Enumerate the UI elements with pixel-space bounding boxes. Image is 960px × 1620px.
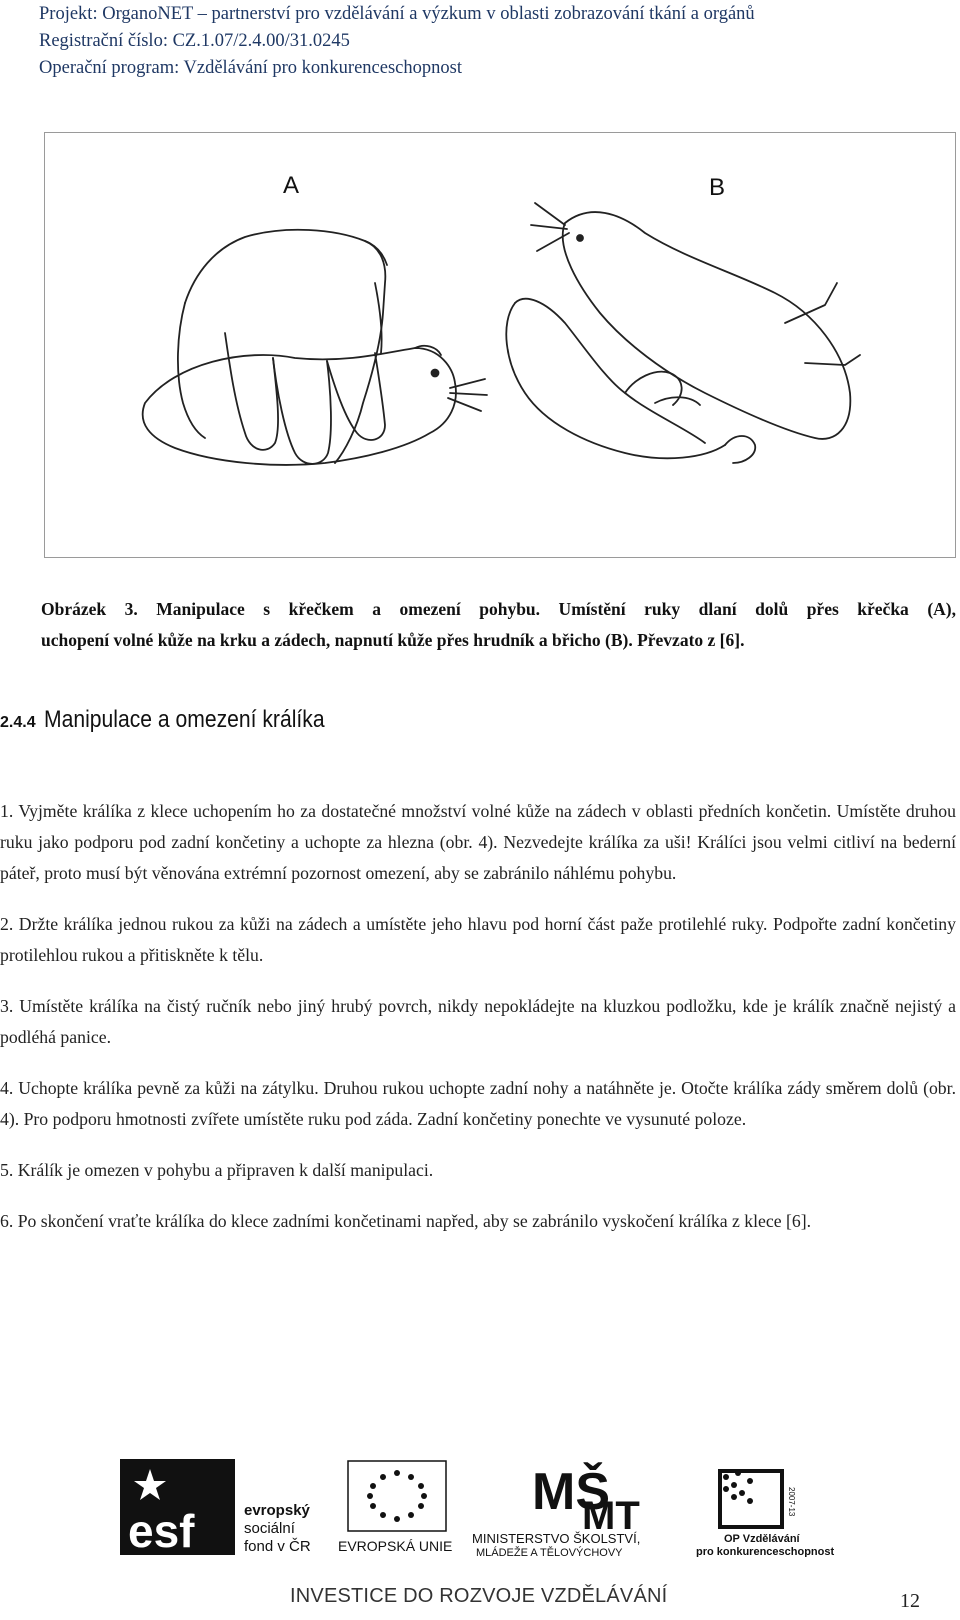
esf-text-line-2: sociální <box>244 1520 295 1537</box>
funding-logos <box>120 1457 850 1557</box>
header-project-line: Projekt: OrganoNET – partnerství pro vzdělávání a výzkum v oblasti zobrazování tkání a orgánů <box>39 4 755 24</box>
figure-hamster-handling <box>44 132 956 558</box>
page-header <box>39 1 939 82</box>
hamster-in-hand-drawing <box>506 203 860 463</box>
caption-line-1: Obrázek 3. Manipulace s křečkem a omezení pohybu. Umístění ruky dlaní dolů přes křečka (A), <box>41 599 956 619</box>
section-heading <box>0 706 362 734</box>
header-registration-line: Registrační číslo: CZ.1.07/2.4.00/31.0245 <box>39 31 350 51</box>
footer-logos <box>120 1457 850 1557</box>
page-number: 12 <box>900 1590 920 1612</box>
caption-line-2: uchopení volné kůže na krku a zádech, napnutí kůže přes hrudník a břicho (B). Převzato z [6]. <box>41 630 745 650</box>
msmt-text-line-2: MLÁDEŽE A TĚLOVÝCHOVY <box>476 1547 623 1557</box>
svg-text:esf: esf <box>128 1505 195 1557</box>
paragraph-step-5: 5. Králík je omezen v pohybu a připraven k další manipulaci. <box>0 1160 434 1180</box>
figure-label-b: B <box>709 174 726 201</box>
svg-text:MŠ: MŠ <box>532 1463 610 1521</box>
paragraph-step-1: 1. Vyjměte králíka z klece uchopením ho za dostatečné množství volné kůže na zádech v oblasti předních končetin. Umístěte druhou ruku jako podporu pod zadní končetiny a uchopte za hlezna (obr. 4). Nezvedejte králíka za uši! Králíci jsou velmi citliví na bederní páteř, proto musí být věnována extrémní pozornost omezení, aby se zabránilo náhlému pohybu. <box>0 801 956 883</box>
hand-over-hamster-drawing <box>143 230 487 465</box>
section-number: 2.4.4 <box>0 714 36 731</box>
body-text <box>0 796 956 1257</box>
section-title: Manipulace a omezení králíka <box>43 706 325 733</box>
paragraph-step-4: 4. Uchopte králíka pevně za kůži na zátylku. Druhou rukou uchopte zadní nohy a natáhněte je. Otočte králíka zády směrem dolů (obr. 4). Pro podporu hmotnosti zvířete umístěte ruku pod záda. Zadní končetiny ponechte ve vysunuté poloze. <box>0 1078 956 1129</box>
figure-caption <box>41 594 956 656</box>
esf-logo <box>120 1459 311 1557</box>
footer-slogan: INVESTICE DO ROZVOJE VZDĚLÁVÁNÍ <box>290 1585 668 1607</box>
esf-text-line-3: fond v ČR <box>244 1538 311 1555</box>
op-vzdelavani-logo <box>696 1470 834 1557</box>
eu-flag-logo <box>338 1461 452 1554</box>
paragraph-step-2: 2. Držte králíka jednou rukou za kůži na zádech a umístěte jeho hlavu pod horní část paže protilehlé ruky. Podpořte zadní končetiny protilehlou rukou a přitiskněte k tělu. <box>0 914 956 965</box>
op-text-line-2: pro konkurenceschopnost <box>696 1546 835 1557</box>
op-dots-icon <box>723 1470 753 1504</box>
msmt-logo <box>472 1462 640 1557</box>
header-program-line: Operační program: Vzdělávání pro konkurenceschopnost <box>39 58 462 78</box>
hamster-illustration <box>45 133 955 557</box>
svg-text:MT: MT <box>582 1494 640 1538</box>
esf-text-line-1: evropský <box>244 1502 310 1519</box>
msmt-text-line-1: MINISTERSTVO ŠKOLSTVÍ, <box>472 1531 641 1546</box>
op-text-line-1: OP Vzdělávání <box>724 1533 800 1545</box>
figure-label-a: A <box>283 172 300 199</box>
paragraph-step-6: 6. Po skončení vraťte králíka do klece zadními končetinami napřed, aby se zabránilo vyskočení králíka z klece [6]. <box>0 1211 812 1231</box>
op-years: 2007-13 <box>787 1487 796 1517</box>
paragraph-step-3: 3. Umístěte králíka na čistý ručník nebo jiný hrubý povrch, nikdy nepokládejte na kluzkou podložku, kde je králík značně nejistý a podléhá panice. <box>0 996 956 1047</box>
eu-label: EVROPSKÁ UNIE <box>338 1538 453 1554</box>
